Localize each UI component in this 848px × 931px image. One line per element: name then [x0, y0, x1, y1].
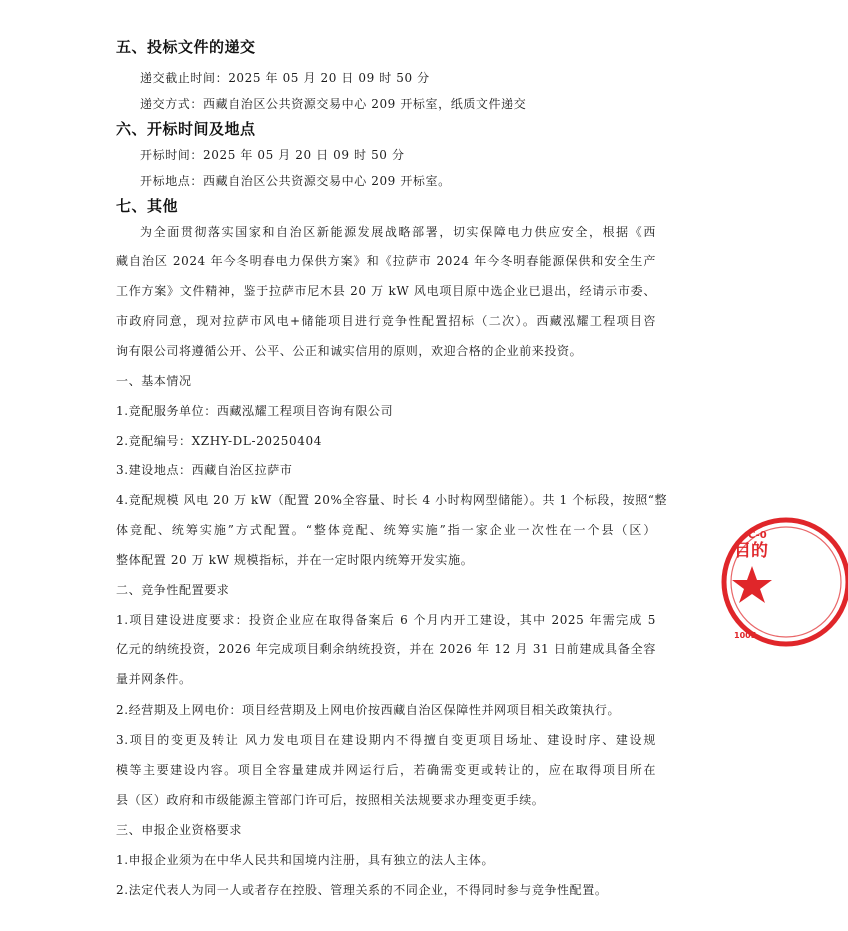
- requirement-progress: 亿元的纳统投资，2026 年完成项目剩余纳统投资，并在 2026 年 12 月 31 日前建成具备全容: [116, 642, 656, 656]
- requirement-transfer: 县（区）政府和市级能源主管部门许可后，按照相关法规要求办理变更手续。: [116, 793, 545, 807]
- basic-item-service-unit: 1.竞配服务单位：西藏泓耀工程项目咨询有限公司: [116, 404, 394, 418]
- requirement-progress: 量并网条件。: [116, 672, 192, 686]
- intro-line: 藏自治区 2024 年今冬明春电力保供方案》和《拉萨市 2024 年今冬明春能源保供和安全生产: [116, 254, 656, 268]
- requirements-heading: 二、竞争性配置要求: [116, 583, 230, 597]
- basic-item-scale: 4.竞配规模 风电 20 万 kW（配置 20%全容量、时长 4 小时构网型储能）。共 1 个标段，按照“整: [116, 493, 668, 507]
- section5-heading: 五、投标文件的递交: [116, 38, 256, 56]
- section7-heading: 七、其他: [116, 197, 179, 215]
- opening-place: 开标地点：西藏自治区公共资源交易中心 209 开标室。: [140, 174, 451, 188]
- intro-line: 询有限公司将遵循公开、公平、公正和诚实信用的原则，欢迎合格的企业前来投资。: [116, 344, 583, 358]
- submission-method: 递交方式：西藏自治区公共资源交易中心 209 开标室，纸质文件递交: [140, 97, 527, 111]
- intro-line: 为全面贯彻落实国家和自治区新能源发展战略部署，切实保障电力供应安全，根据《西: [140, 225, 656, 239]
- requirement-progress: 1.项目建设进度要求：投资企业应在取得备案后 6 个月内开工建设，其中 2025 年需完成 5: [116, 613, 656, 627]
- submission-deadline: 递交截止时间：2025 年 05 月 20 日 09 时 50 分: [140, 71, 430, 85]
- qualification-item: 2.法定代表人为同一人或者存在控股、管理关系的不同企业，不得同时参与竞争性配置。: [116, 883, 608, 897]
- basic-info-heading: 一、基本情况: [116, 374, 192, 388]
- basic-item-scale: 整体配置 20 万 kW 规模指标，并在一定时限内统筹开发实施。: [116, 553, 474, 567]
- section6-heading: 六、开标时间及地点: [116, 120, 256, 138]
- basic-item-location: 3.建设地点：西藏自治区拉萨市: [116, 463, 293, 477]
- opening-time: 开标时间：2025 年 05 月 20 日 09 时 50 分: [140, 148, 405, 162]
- qualification-item: 1.申报企业须为在中华人民共和国境内注册，具有独立的法人主体。: [116, 853, 495, 867]
- svg-text:目的: 目的: [734, 541, 768, 561]
- svg-text:C-0: C-0: [748, 530, 767, 541]
- seal-star-icon: [732, 566, 772, 603]
- basic-item-scale: 体竞配、统筹实施”方式配置。“整体竞配、统筹实施”指一家企业一次性在一个县（区）: [116, 523, 656, 537]
- svg-text:1005: 1005: [734, 631, 757, 640]
- basic-item-code: 2.竞配编号：XZHY-DL-20250404: [116, 434, 322, 448]
- qualification-heading: 三、申报企业资格要求: [116, 823, 243, 837]
- intro-line: 市政府同意，现对拉萨市风电+储能项目进行竞争性配置招标（二次）。西藏泓耀工程项目咨: [116, 314, 656, 328]
- requirement-transfer: 3.项目的变更及转让 风力发电项目在建设期内不得擅自变更项目场址、建设时序、建设规: [116, 733, 656, 747]
- intro-line: 工作方案》文件精神，鉴于拉萨市尼木县 20 万 kW 风电项目原中选企业已退出，经请示市委、: [116, 284, 656, 298]
- requirement-transfer: 模等主要建设内容。项目全容量建成并网运行后，若确需变更或转让的，应在取得项目所在: [116, 763, 656, 777]
- requirement-price: 2.经营期及上网电价：项目经营期及上网电价按西藏自治区保障性并网项目相关政策执行。: [116, 703, 621, 717]
- official-seal-stamp: [718, 510, 848, 655]
